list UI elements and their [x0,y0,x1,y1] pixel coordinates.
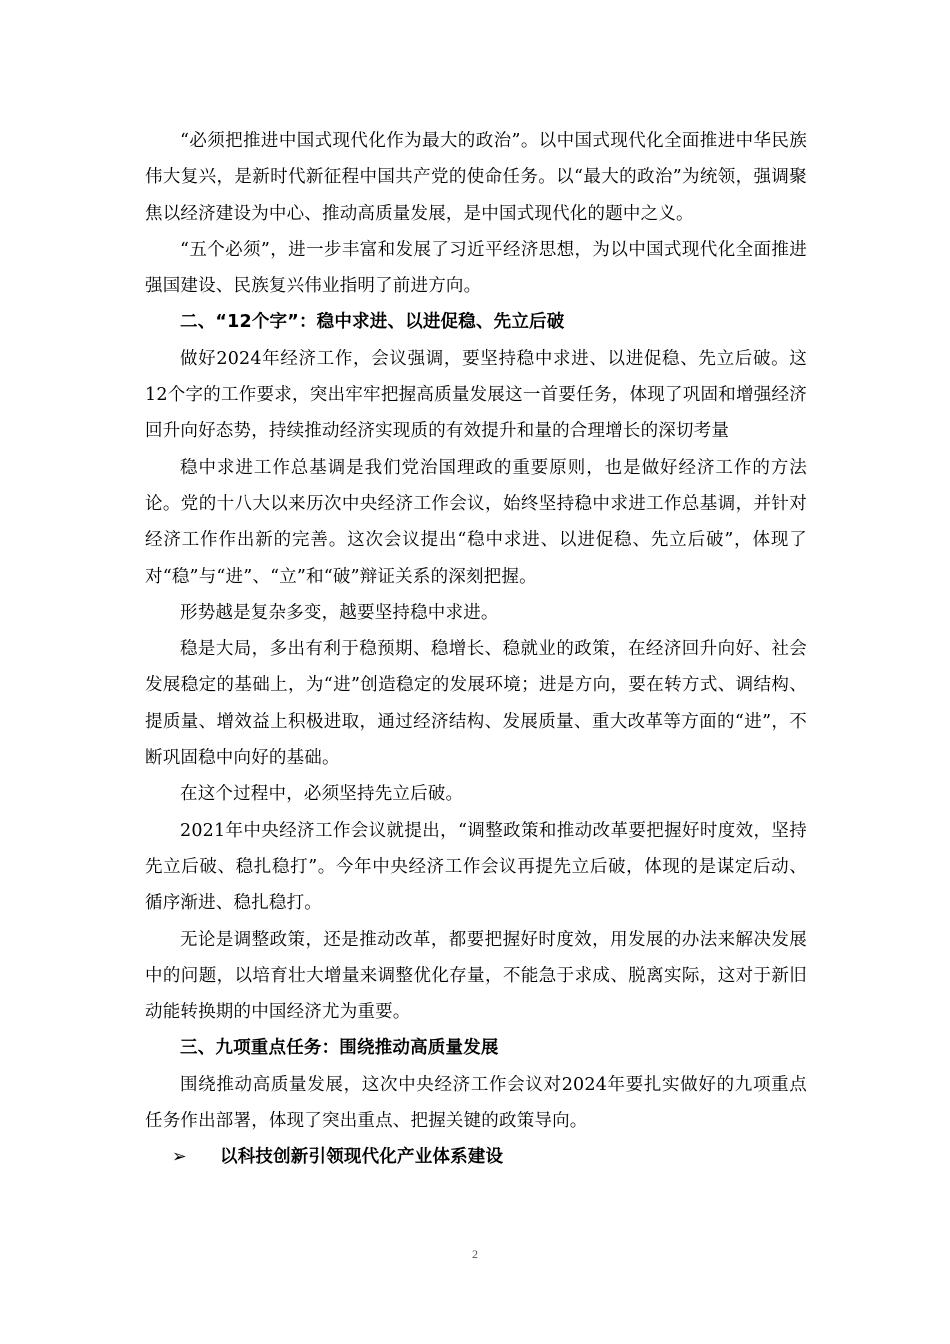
paragraph: 无论是调整政策，还是推动改革，都要把握好时度效，用发展的办法来解决发展中的问题，以培育壮大增量来调整优化存量，不能急于求成、脱离实际，这对于新旧动能转换期的中国经济尤为重要。 [145,929,807,1023]
section-heading: 二、“12个字”：稳中求进、以进促稳、先立后破 [180,312,565,333]
document-body [145,123,807,1176]
paragraph: 做好2024年经济工作，会议强调，要坚持稳中求进、以进促稳、先立后破。这12个字的工作要求，突出牢牢把握高质量发展这一首要任务，体现了巩固和增强经济回升向好态势，持续推动经济实现质的有效提升和量的合理增长的深切考量 [145,348,807,442]
paragraph: 稳是大局，多出有利于稳预期、稳增长、稳就业的政策，在经济回升向好、社会发展稳定的基础上，为“进”创造稳定的发展环境；进是方向，要在转方式、调结构、提质量、增效益上积极进取，通过经济结构、发展质量、重大改革等方面的“进”，不断巩固稳中向好的基础。 [145,639,807,769]
page-number: 2 [472,1247,478,1261]
bullet-text: 以科技创新引领现代化产业体系建设 [220,1147,504,1168]
paragraph: 稳中求进工作总基调是我们党治国理政的重要原则，也是做好经济工作的方法论。党的十八大以来历次中央经济工作会议，始终坚持稳中求进工作总基调，并针对经济工作作出新的完善。这次会议提出“稳中求进、以进促稳、先立后破”，体现了对“稳”与“进”、“立”和“破”辩证关系的深刻把握。 [145,457,807,587]
paragraph: “必须把推进中国式现代化作为最大的政治”。以中国式现代化全面推进中华民族伟大复兴，是新时代新征程中国共产党的使命任务。以“最大的政治”为统领，强调聚焦以经济建设为中心、推动高质量发展，是中国式现代化的题中之义。 [145,131,807,224]
arrow-bullet-icon: ➢ [172,1147,187,1168]
paragraph: 围绕推动高质量发展，这次中央经济工作会议对2024年要扎实做好的九项重点任务作出部署，体现了突出重点、把握关键的政策导向。 [145,1074,807,1132]
section-heading: 三、九项重点任务：围绕推动高质量发展 [180,1038,499,1059]
paragraph: “五个必须”，进一步丰富和发展了习近平经济思想，为以中国式现代化全面推进强国建设、民族复兴伟业指明了前进方向。 [145,239,807,297]
paragraph: 形势越是复杂多变，越要坚持稳中求进。 [180,602,499,623]
paragraph: 在这个过程中，必须坚持先立后破。 [180,784,464,805]
paragraph: 2021年中央经济工作会议就提出，“调整政策和推动改革要把握好时度效，坚持先立后破、稳扎稳打”。今年中央经济工作会议再提先立后破，体现的是谋定后动、循序渐进、稳扎稳打。 [145,820,807,914]
bullet-item [145,1139,807,1175]
